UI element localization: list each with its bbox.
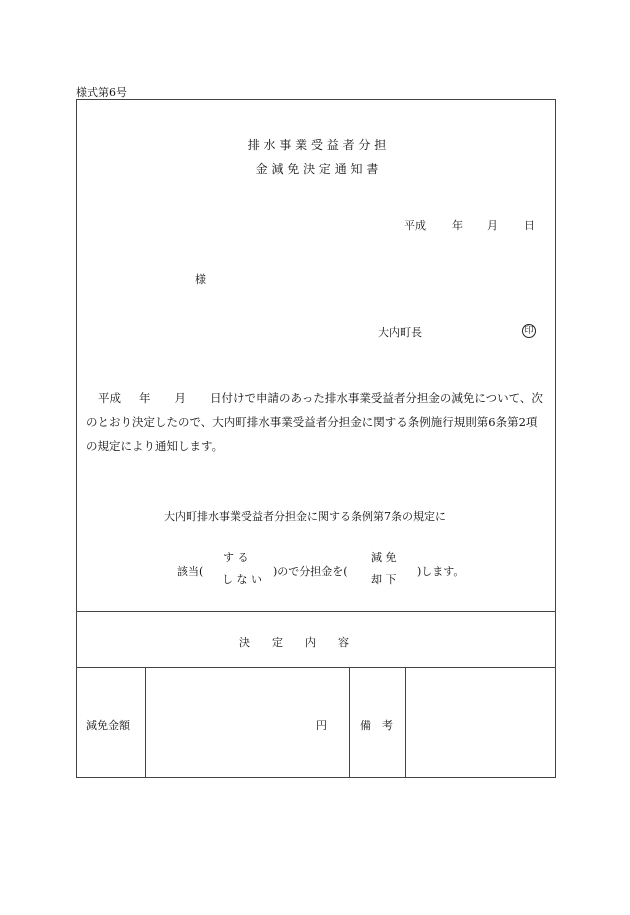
divider-decision-bottom	[77, 667, 555, 668]
form-number: 様式第6号	[76, 86, 127, 99]
title-line-1: 排 水 事 業 受 益 者 分 担	[247, 138, 387, 152]
choice-suffix: )します。	[417, 565, 465, 578]
notice-body	[86, 386, 548, 458]
date-day-unit: 日	[524, 219, 535, 232]
choice-option-shinai: し な い	[222, 573, 262, 586]
date-era: 平成	[404, 219, 426, 232]
addressee-suffix: 様	[195, 273, 206, 286]
regulation-line: 大内町排水事業受益者分担金に関する条例第7条の規定に	[164, 510, 446, 523]
title-line-2: 金 減 免 決 定 通 知 書	[255, 162, 379, 176]
choice-middle: )ので分担金を(	[273, 565, 348, 578]
table-divider-2	[349, 667, 350, 778]
body-text: 日付けで申請のあった排水事業受益者分担金の減免について、次のとおり決定したので、大内町排水事業受益者分担金に関する条例施行規則第6条第2項の規定により通知します。	[86, 391, 543, 453]
body-era: 平成	[98, 391, 121, 405]
choice-prefix: 該当(	[177, 565, 204, 578]
date-year-unit: 年	[452, 219, 463, 232]
divider-decision-top	[77, 611, 555, 612]
remarks-label: 備 考	[360, 719, 393, 732]
table-divider-3	[405, 667, 406, 778]
decision-header: 決 定 内 容	[239, 636, 349, 649]
body-month-unit: 月	[174, 391, 186, 405]
currency-unit: 円	[316, 719, 327, 732]
seal-mark: 印	[522, 324, 536, 338]
date-month-unit: 月	[487, 219, 498, 232]
notice-form-frame	[76, 99, 556, 778]
issuer-name: 大内町長	[378, 326, 422, 339]
amount-label: 減免金額	[86, 719, 130, 732]
choice-option-suru: す る	[223, 551, 249, 564]
choice-option-kyakka: 却 下	[371, 573, 397, 586]
body-year-unit: 年	[139, 391, 151, 405]
choice-option-genmen: 減 免	[371, 551, 397, 564]
table-divider-1	[145, 667, 146, 778]
